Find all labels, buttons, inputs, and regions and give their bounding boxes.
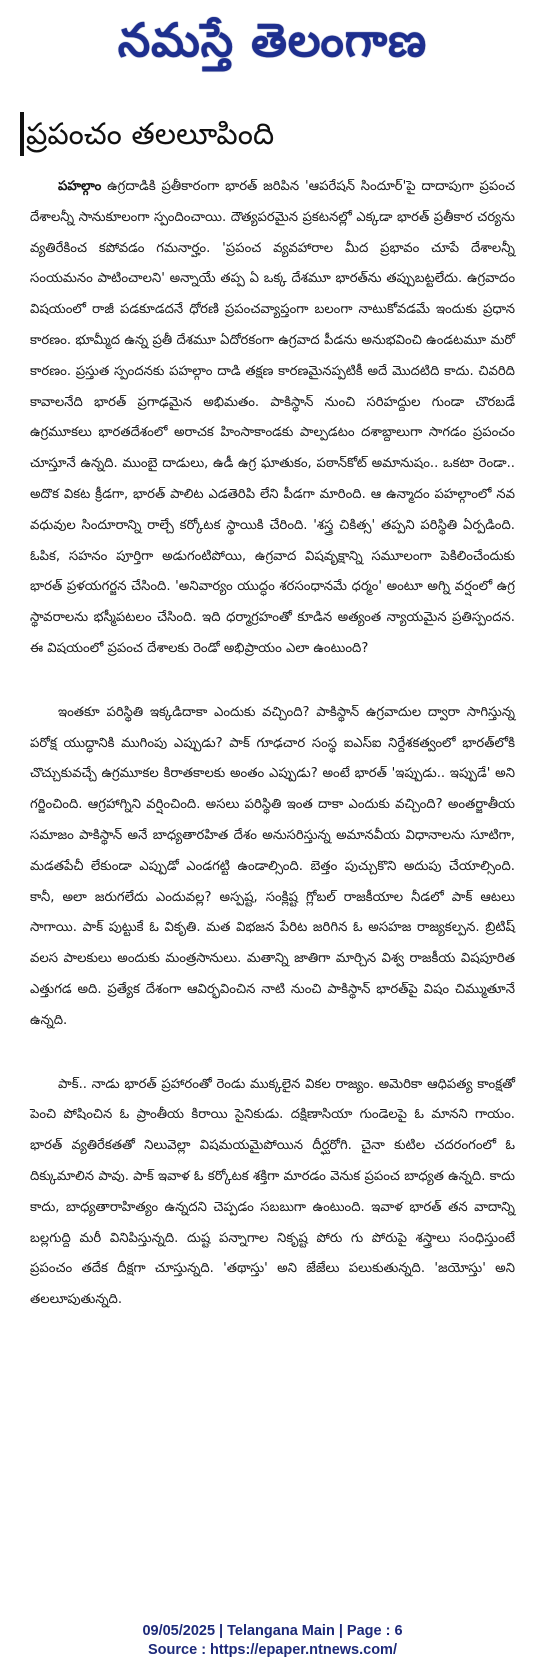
lead-word: పహల్గాం xyxy=(58,179,102,194)
masthead-title: నమస్తే తెలంగాణ xyxy=(117,13,428,67)
newspaper-masthead xyxy=(0,0,545,80)
page-footer xyxy=(0,1622,545,1660)
headline-rule xyxy=(20,112,24,156)
article-body xyxy=(30,172,515,1316)
article-headline: ప్రపంచం తలలూపింది xyxy=(26,117,275,152)
article-paragraph-3: పాక్.. నాడు భారత్ ప్రహారంతో రెండు ముక్కలైన వికల రాజ్యం. అమెరికా ఆధిపత్య కాంక్షతో పెంచి పోషించిన ఓ ప్రాంతీయ కిరాయి సైనికుడు. దక్షిణాసియా గుండెలపై ఓ మానని గాయం. భారత్ వ్యతిరేకతతో నిలువెల్లా విషమయమైపోయిన దీర్ఘరోగి. చైనా కుటిల చదరంగంలో ఓ దిక్కుమాలిన పావు. పాక్ ఇవాళ ఓ కర్కోటక శక్తిగా మారడం వెనుక ప్రపంచ బాధ్యత ఉన్నది. కాదు కాదు, బాధ్యతారాహిత్యం ఉన్నదని చెప్పడం సబబుగా ఉంటుంది. ఇవాళ భారత్ తన వాదాన్ని బల్లగుద్ది మరీ వినిపిస్తున్నది. దుష్ట పన్నాగాల నికృష్ట పోరు గు పోరుపై శస్త్రాలు సంధిస్తుంటే ప్రపంచం తదేక దీక్షగా చూస్తున్నది. 'తథాస్తు' అని జేజేలు పలుకుతున్నది. 'జయోస్తు' అని తలలూపుతున్నది. xyxy=(30,1076,515,1308)
footer-source: Source : https://epaper.ntnews.com/ xyxy=(148,1642,397,1658)
paragraph-1-text: ఉగ్రదాడికి ప్రతీకారంగా భారత్ జరిపిన 'ఆపరేషన్ సిందూర్'పై దాదాపుగా ప్రపంచ దేశాలన్నీ సానుకూలంగా స్పందించాయి. దౌత్యపరమైన ప్రకటనల్లో ఎక్కడా భారత్ ప్రతీకార చర్యను వ్యతిరేకించ కపోవడం గమనార్హం. 'ప్రపంచ వ్యవహారాల మీద ప్రభావం చూపే దేశాలన్నీ సంయమనం పాటించాలని' అన్నాయే తప్ప ఏ ఒక్క దేశమూ భారత్‌ను తప్పుబట్టలేదు. ఉగ్రవాదం విషయంలో రాజీ పడకూడదనే ధోరణి ప్రపంచవ్యాప్తంగా బలంగా నాటుకోవడమే ఇందుకు ప్రధాన కారణం. భూమ్మీద ఉన్న ప్రతీ దేశమూ ఏదోరకంగా ఉగ్రవాద పీడను అనుభవించి ఉండటమూ మరో కారణం. ప్రస్తుత స్పందనకు పహల్గాం దాడి తక్షణ కారణమైనప్పటికీ అదే మొదటిది కాదు. చివరిది కావాలనేది భారత్ ప్రగాఢమైన అభిమతం. పాకిస్థాన్ నుంచి సరిహద్దుల గుండా చొరబడే ఉగ్రమూకలు భారతదేశంలో అరాచక హింసాకాండకు పాల్పడటం దశాబ్దాలుగా సాగడం ప్రపంచం చూస్తూనే ఉన్నది. ముంబై దాడులు, ఉడీ ఉగ్ర ఘాతుకం, పఠాన్‌కోట్ అమానుషం.. ఒకటా రెండా.. అదొక వికట క్రీడగా, భారత్ పాలిట ఎడతెరిపి లేని పీడగా మారింది. ఆ ఉన్మాదం పహల్గాంలో నవ వధువుల సిందూరాన్ని రాల్చే కర్కోటక స్థాయికి చేరింది. 'శస్త్ర చికిత్స' తప్పని పరిస్థితి ఏర్పడింది. ఓపిక, సహనం పూర్తిగా అడుగంటిపోయి, ఉగ్రవాద విషవృక్షాన్ని సమూలంగా పెకిలించేందుకు భారత్ ప్రళయగర్జన చేసింది. 'అనివార్యం యుద్ధం శరసంధానమే ధర్మం' అంటూ అగ్ని వర్షంలో ఉగ్ర స్థావరాలను భస్మీపటలం చేసింది. ఇది ధర్మాగ్రహంతో కూడిన అత్యంత న్యాయమైన ప్రతిస్పందన. ఈ విషయంలో ప్రపంచ దేశాలకు రెండో అభిప్రాయం ఎలా ఉంటుంది? xyxy=(30,179,515,656)
article-paragraph-1 xyxy=(30,172,515,665)
footer-date-edition: 09/05/2025 | Telangana Main | Page : 6 xyxy=(142,1623,403,1639)
article-paragraph-2: ఇంతకూ పరిస్థితి ఇక్కడిదాకా ఎందుకు వచ్చింది? పాకిస్థాన్ ఉగ్రవాదుల ద్వారా సాగిస్తున్న పరోక్ష యుద్ధానికి ముగింపు ఎప్పుడు? పాక్ గూఢచార సంస్థ ఐఎస్ఐ నిర్దేశకత్వంలో భారత్‌లోకి చొచ్చుకువచ్చే ఉగ్రమూకల కిరాతకాలకు అంతం ఎప్పుడు? అంటే భారత్ 'ఇప్పుడు.. ఇప్పుడే' అని గర్జించింది. ఆగ్రహాగ్నిని వర్షించింది. అసలు పరిస్థితి ఇంత దాకా ఎందుకు వచ్చింది? అంతర్జాతీయ సమాజం పాకిస్థాన్ అనే బాధ్యతారహిత దేశం అనుసరిస్తున్న అమానవీయ విధానాలను సూటిగా, మడతపేచీ లేకుండా ఎప్పుడో ఎండగట్టి ఉండాల్సింది. బెత్తం పుచ్చుకొని అదుపు చేయాల్సింది. కానీ, అలా జరుగలేదు ఎందువల్ల? అస్పష్ట, సంక్లిష్ట గ్లోబల్ రాజకీయాల నీడలో పాక్ ఆటలు సాగాయి. పాక్ పుట్టుకే ఓ వికృతి. మత విభజన పేరిట జరిగిన ఓ అసహజ రాజ్యకల్పన. బ్రిటిష్ వలస పాలకులు అందుకు మంత్రసానులు. మతాన్ని జాతిగా మార్చిన విశ్వ రాజకీయ విషపూరిత ఎత్తుగడ అది. ప్రత్యేక దేశంగా ఆవిర్భవించిన నాటి నుంచి పాకిస్థాన్ భారత్‌పై విషం చిమ్ముతూనే ఉన్నది. xyxy=(30,704,515,1028)
